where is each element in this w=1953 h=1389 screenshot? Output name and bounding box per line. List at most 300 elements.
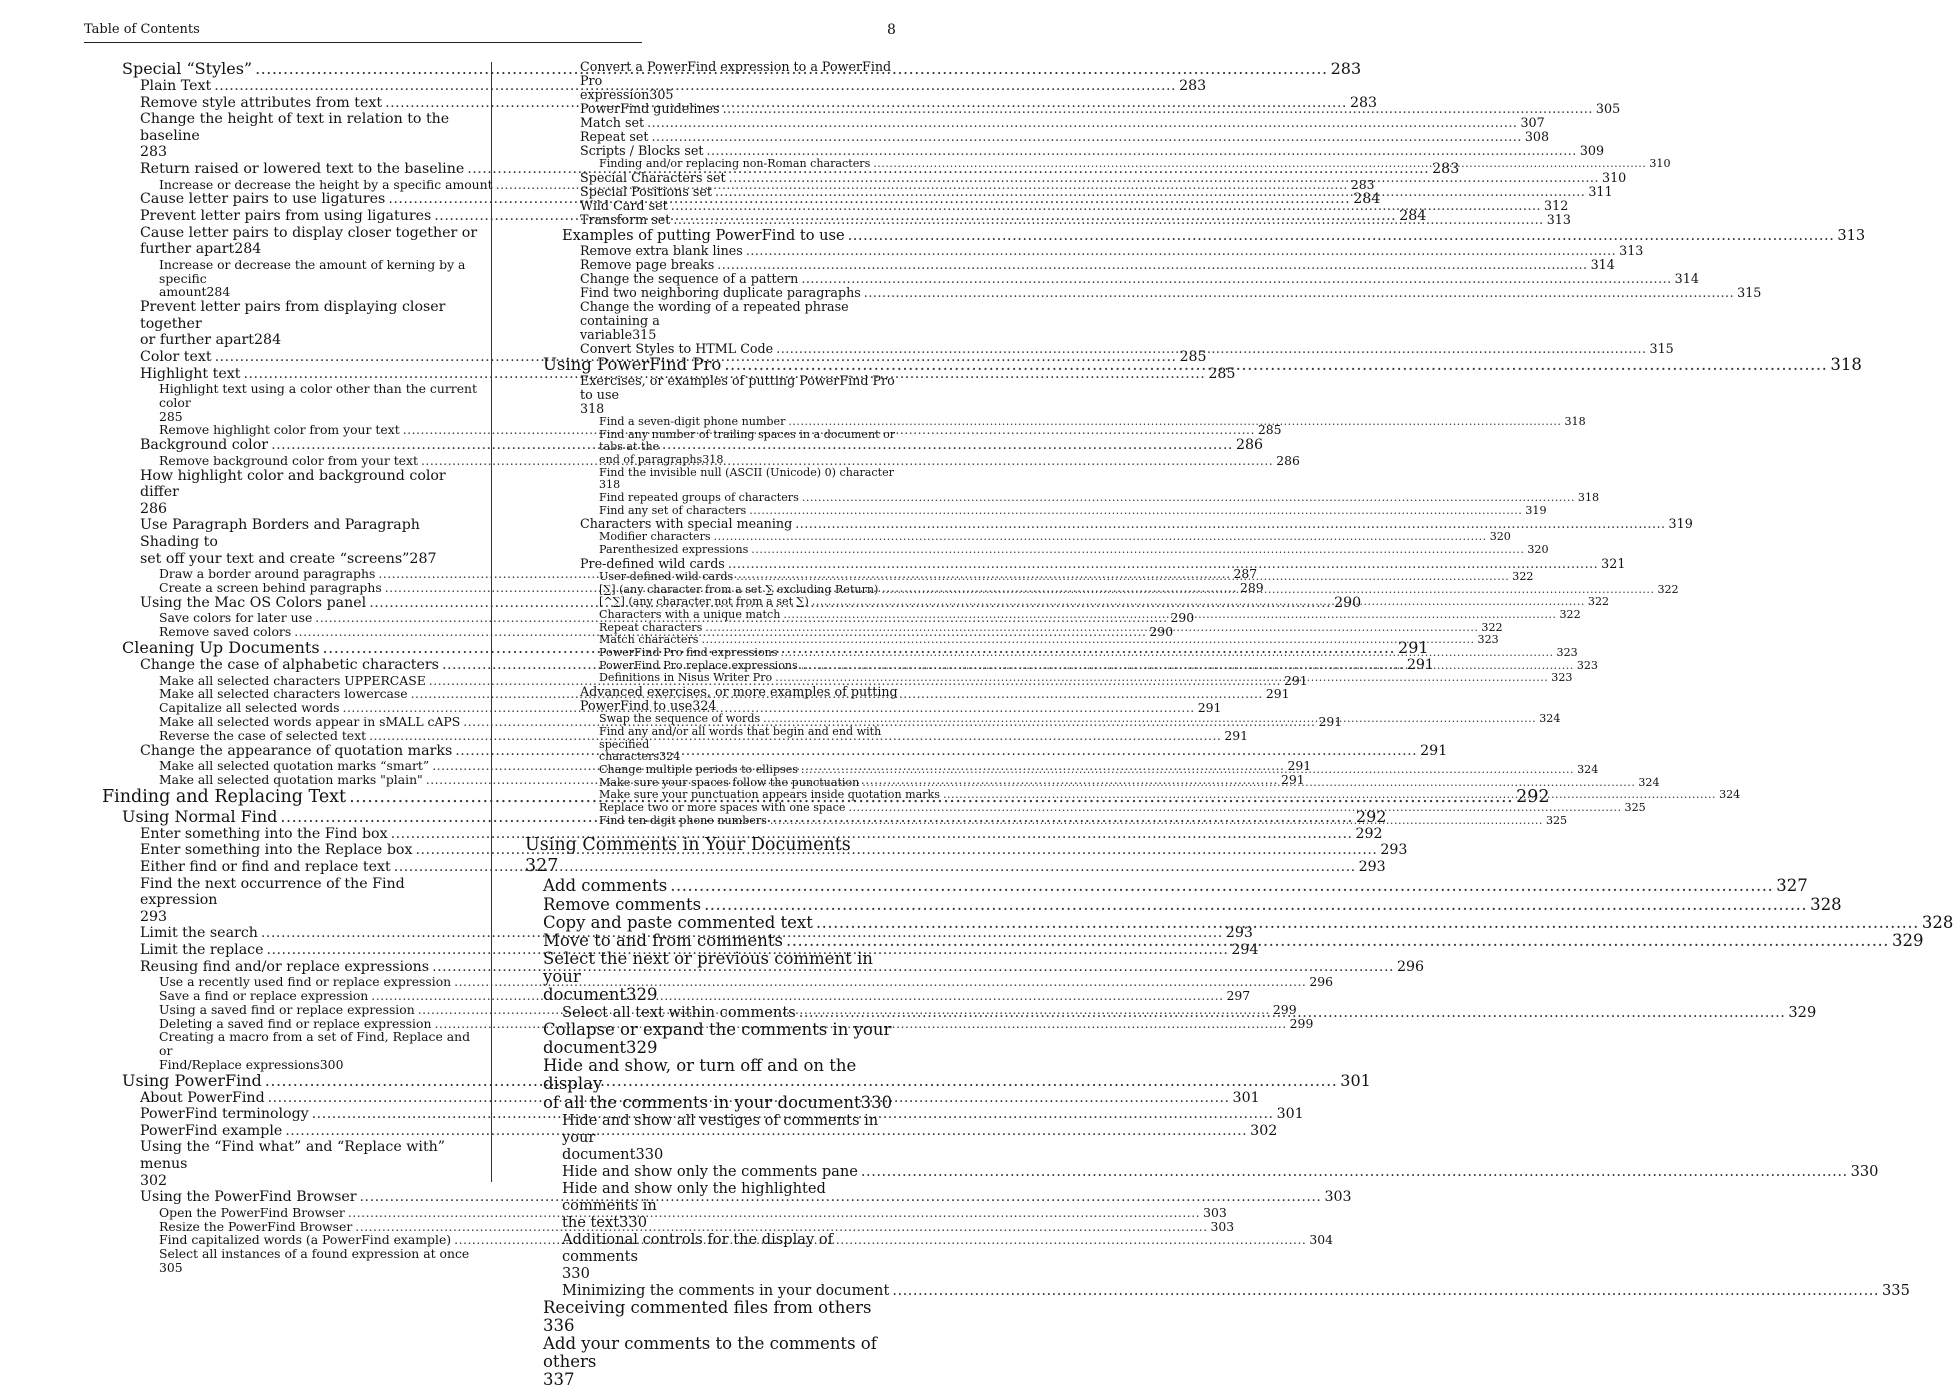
toc-entry-title: Highlight text using a color other than the current color [159, 381, 477, 410]
toc-entry-page: 292 [1355, 825, 1383, 842]
toc-entry-title: Make all selected characters UPPERCASE [159, 672, 426, 688]
toc-entry-page: 323 [1477, 633, 1499, 647]
toc-entry-title: Make sure your punctuation appears inside quotation marks [599, 788, 940, 802]
toc-entry-page: 303 [1210, 1218, 1235, 1234]
dot-leader [788, 416, 1561, 429]
toc-entry-page: 322 [1481, 620, 1503, 634]
toc-entry-title: Select the next or previous comment in your [543, 948, 873, 986]
toc-entry-page: 318 [599, 478, 621, 492]
toc-entry [521, 300, 902, 342]
toc-entry-title: Change multiple periods to ellipses [599, 762, 798, 776]
toc-entry-page: 319 [1525, 503, 1547, 517]
toc-entry-title: Using PowerFind Pro [543, 354, 722, 374]
toc-entry-page: 337 [543, 1369, 575, 1389]
toc-entry-page: 330 [1850, 1162, 1879, 1180]
toc-entry-page: 323 [1576, 658, 1598, 672]
toc-entry-page: 330 [619, 1213, 647, 1231]
toc-entry-title: Make all selected words appear in sMALL cAPS [159, 714, 461, 729]
toc-entry-title: Find a seven-digit phone number [599, 414, 786, 428]
toc-entry-page: 304 [1309, 1232, 1333, 1248]
toc-entry-title: Save colors for later use [159, 610, 313, 626]
toc-entry-page: 291 [1280, 771, 1305, 787]
toc-entry-page: 286 [140, 500, 168, 517]
toc-entry-page: 328 [1921, 912, 1953, 932]
toc-entry-title: Replace two or more spaces with one space [599, 801, 846, 815]
toc-entry-page: 310 [1602, 169, 1627, 185]
toc-entry-title: Save a find or replace expression [159, 987, 369, 1003]
toc-entry-title: Reverse the case of selected text [159, 727, 367, 743]
toc-entry-page: 284 [234, 241, 262, 258]
toc-entry-title: Remove page breaks [580, 256, 715, 272]
toc-entry-page: 329 [626, 985, 658, 1005]
toc-entry-title: Find capitalized words (a PowerFind example) [159, 1232, 452, 1248]
dot-leader [647, 116, 1517, 130]
toc-entry-title: Receiving commented files from others [543, 1297, 872, 1317]
toc-entry-page: 305 [649, 87, 674, 102]
toc-entry-title: Convert Styles to HTML Code [580, 340, 774, 356]
toc-entry-title: Enter something into the Replace box [140, 842, 413, 859]
dot-leader [736, 571, 1509, 584]
toc-entry-title: Parenthesized expressions [599, 543, 749, 557]
toc-entry [98, 1232, 1333, 1248]
toc-entry-page: 305 [159, 1260, 183, 1276]
toc-entry-title: Enter something into the Find box [140, 825, 388, 842]
toc-entry-page: 297 [1226, 987, 1251, 1003]
toc-entry-title: Limit the search [140, 925, 258, 942]
toc-entry-title: Plain Text [140, 78, 212, 94]
dot-leader [728, 557, 1598, 571]
toc-entry-title: Exercises, or examples of putting PowerFind Pro to use [580, 372, 895, 402]
toc-entry-title: Convert a PowerFind expression to a PowerFind Pro [580, 59, 892, 88]
toc-entry [521, 143, 1605, 158]
toc-entry-page: 307 [1520, 115, 1545, 130]
toc-entry [521, 467, 902, 492]
toc-entry-page: 329 [1788, 1004, 1817, 1022]
toc-entry-title: About PowerFind [140, 1089, 265, 1106]
toc-entry-title: Characters with special meaning [580, 516, 793, 532]
toc-entry-title: Find ten-digit phone numbers [599, 813, 767, 827]
dot-leader [717, 258, 1587, 272]
toc-entry-page: 283 [1349, 94, 1378, 111]
toc-entry-page: 291 [1283, 672, 1308, 688]
toc-entry-page: 294 [1231, 941, 1259, 958]
dot-leader [801, 272, 1671, 286]
toc-entry-page: 291 [1224, 727, 1248, 743]
toc-entry [521, 835, 902, 877]
toc-entry-title: Additional controls for the display of comments [562, 1230, 834, 1265]
toc-entry-page: 313 [1837, 226, 1866, 244]
toc-entry [98, 825, 1383, 843]
toc-entry [521, 270, 1699, 286]
toc-entry-page: 287 [1233, 566, 1258, 582]
toc-entry-page: 329 [1892, 930, 1924, 950]
toc-entry-title: Prevent letter pairs from displaying closer together [140, 299, 446, 332]
dot-leader [786, 932, 1889, 950]
toc-entry-page: 286 [1276, 452, 1300, 468]
toc-entry [521, 912, 1953, 932]
toc-entry-page: 291 [1197, 700, 1222, 716]
dot-leader [670, 877, 1773, 895]
dot-leader [780, 647, 1553, 660]
dot-leader [783, 609, 1556, 622]
toc-entry-title: Remove comments [543, 894, 702, 914]
toc-entry-page: 293 [140, 908, 168, 925]
toc-entry-page: 336 [543, 1315, 575, 1335]
toc-entry [98, 1030, 478, 1071]
toc-entry-title: Using PowerFind [122, 1070, 262, 1090]
toc-entry-title: further apart [140, 241, 235, 258]
toc-entry-title: User-defined wild cards [599, 569, 734, 583]
toc-entry-page: 283 [1179, 78, 1207, 94]
toc-entry-title: the text [562, 1213, 620, 1231]
dot-leader [724, 356, 1827, 374]
toc-entry-page: 320 [1527, 543, 1549, 557]
toc-entry-page: 330 [635, 1145, 664, 1163]
toc-entry-page: 300 [319, 1056, 344, 1072]
toc-entry-title: Special “Styles” [122, 59, 253, 78]
toc-entry-page: 291 [1287, 758, 1312, 774]
toc-entry-title: Change the sequence of a pattern [580, 270, 799, 286]
toc-entry-title: Swap the sequence of words [599, 712, 761, 726]
toc-entry-title: Highlight text [140, 365, 241, 382]
toc-entry-title: Repeat set [580, 129, 649, 144]
toc-entry-page: 311 [1588, 183, 1613, 199]
toc-entry-title: Hide and show only the highlighted comments in [562, 1179, 826, 1214]
toc-entry-title: Cause letter pairs to display closer together or [140, 224, 478, 241]
toc-entry-title: Select all text within comments [562, 1004, 796, 1022]
toc-entry-title: Hide and show all vestiges of comments in your [562, 1111, 879, 1146]
toc-entry-page: 330 [562, 1264, 590, 1282]
toc-entry-title: Using the Mac OS Colors panel [140, 594, 367, 611]
toc-entry-page: 283 [1350, 176, 1375, 192]
dot-leader [892, 1282, 1879, 1299]
toc-entry-page: 314 [1674, 270, 1699, 286]
toc-entry-page: 291 [1265, 686, 1290, 702]
toc-entry-title: Make all selected quotation marks "plain" [159, 771, 423, 787]
toc-entry-page: 284 [254, 332, 282, 349]
toc-entry [521, 340, 1674, 356]
toc-entry-page: 324 [659, 750, 681, 764]
toc-entry [521, 516, 1693, 532]
toc-entry-title: of all the comments in your document [543, 1092, 861, 1112]
toc-entry-title: Color text [140, 348, 212, 365]
toc-entry-page: 296 [1396, 958, 1425, 975]
toc-entry-page: 289 [1239, 580, 1264, 596]
toc-entry-page: 293 [1225, 925, 1253, 942]
toc-entry-title: Modifier characters [599, 530, 711, 544]
toc-entry-title: Examples of putting PowerFind to use [562, 226, 845, 244]
dot-leader [776, 342, 1646, 356]
toc-entry-title: Find two neighboring duplicate paragraphs [580, 284, 861, 300]
toc-entry-page: 313 [1619, 242, 1644, 258]
toc-entry-title: document [543, 1038, 627, 1058]
toc-entry-title: Change the height of text in relation to the baseline [140, 111, 450, 144]
dot-leader [795, 517, 1665, 531]
toc-entry-page: 292 [1516, 786, 1550, 807]
toc-entry-page: 321 [1601, 555, 1626, 571]
toc-entry-title: Create a screen behind paragraphs [159, 580, 382, 596]
toc-entry-page: 285 [1179, 348, 1207, 365]
toc-entry [98, 1139, 478, 1189]
toc-entry-title: Remove extra blank lines [580, 242, 743, 258]
toc-entry-title: PowerFind terminology [140, 1106, 309, 1123]
toc-entry-title: PowerFind guidelines [580, 101, 720, 116]
toc-entry [521, 115, 1545, 130]
toc-entry-title: Wild Card set [580, 197, 668, 213]
toc-entry [521, 555, 1626, 571]
toc-entry [521, 1057, 902, 1111]
running-header [84, 20, 642, 43]
toc-entry-page: 286 [1235, 437, 1264, 454]
toc-entry [521, 876, 1808, 896]
toc-entry-page: 283 [1432, 160, 1460, 177]
toc-entry-page: 293 [1380, 842, 1408, 859]
toc-entry-page: 318 [1577, 491, 1600, 505]
toc-entry-page: 291 [1420, 742, 1448, 759]
toc-entry-title: [∑] (any character from a set ∑ excluding Return) [599, 582, 879, 596]
toc-entry-page: 325 [1624, 801, 1646, 815]
toc-entry-page: 327 [525, 856, 559, 877]
toc-entry-page: 323 [1556, 646, 1578, 660]
dot-leader [729, 171, 1599, 185]
toc-entry-title: Remove highlight color from your text [159, 422, 400, 438]
toc-entry-title: Increase or decrease the amount of kerning by a specific [159, 256, 466, 286]
toc-entry-page: 318 [580, 400, 605, 416]
toc-entry [98, 422, 1282, 438]
toc-entry [521, 1335, 902, 1389]
toc-entry-title: Change the case of alphabetic characters [140, 657, 439, 674]
toc-entry-title: Resize the PowerFind Browser [159, 1218, 353, 1234]
dot-leader [873, 158, 1646, 171]
toc-entry [521, 60, 902, 102]
toc-entry-page: 283 [140, 144, 168, 161]
toc-entry-title: [^∑] (any character not from a set ∑) [599, 595, 809, 609]
header-title: Table of Contents [84, 22, 200, 37]
toc-entry-title: Move to and from comments [543, 930, 784, 950]
toc-entry-title: Make sure your spaces follow the punctuation [599, 775, 860, 789]
dot-leader [652, 130, 1522, 144]
toc-entry [521, 374, 902, 416]
toc-entry-page: 285 [1257, 422, 1282, 438]
toc-entry-page: 324 [1719, 788, 1741, 802]
dot-leader [673, 213, 1543, 227]
toc-entry-page: 301 [1340, 1070, 1371, 1090]
toc-entry [98, 1189, 1352, 1206]
toc-entry-page: 293 [1358, 858, 1386, 875]
dot-leader [848, 227, 1835, 244]
toc-entry-title: Hide and show only the comments pane [562, 1162, 858, 1180]
toc-entry [521, 256, 1615, 272]
toc-entry-title: Use a recently used find or replace expression [159, 974, 452, 990]
dot-leader [671, 199, 1541, 213]
toc-entry-title: Creating a macro from a set of Find, Replace and or [159, 1029, 471, 1059]
toc-entry-title: Either find or find and replace text [140, 858, 391, 875]
toc-entry-title: Make all selected quotation marks “smart” [159, 758, 430, 774]
toc-entry-page: 320 [1489, 530, 1511, 544]
toc-entry-page: 322 [1587, 595, 1610, 609]
toc-entry-title: Transform set [580, 211, 671, 227]
toc-entry-title: Capitalize all selected words [159, 700, 340, 716]
toc-entry [521, 242, 1644, 258]
toc-entry [98, 1204, 1227, 1220]
toc-entry-page: 315 [632, 326, 657, 342]
toc-entry-title: Prevent letter pairs from using ligatures [140, 207, 432, 224]
toc-entry-title: Add your comments to the comments of others [543, 1333, 877, 1371]
toc-entry [521, 726, 902, 764]
toc-entry-title: set off your text and create “screens” [140, 550, 410, 567]
toc-entry-title: Minimizing the comments in your document [562, 1281, 890, 1299]
toc-entry-page: 290 [1334, 594, 1362, 611]
toc-entry-title: variable [580, 326, 633, 342]
dot-leader [799, 1001, 1786, 1021]
toc-entry-page: 310 [1649, 157, 1671, 170]
toc-entry-title: Repeat characters [599, 620, 703, 634]
toc-entry-title: Make all selected characters lowercase [159, 686, 408, 702]
toc-entry [98, 382, 478, 423]
dot-leader [751, 544, 1524, 557]
toc-entry-title: amount [159, 284, 207, 300]
toc-entry-title: document [543, 985, 627, 1005]
toc-entry [521, 491, 1600, 505]
toc-entry-title: Find the next occurrence of the Find expression [140, 875, 405, 909]
toc-entry-page: 329 [626, 1038, 658, 1058]
toc-entry-page: 335 [1882, 1281, 1910, 1299]
toc-entry-title: Reusing find and/or replace expressions [140, 958, 430, 975]
toc-entry [521, 1281, 1910, 1299]
dot-leader [723, 102, 1593, 116]
toc-entry [521, 1112, 902, 1163]
toc-entry [521, 226, 1866, 244]
toc-entry-page: 318 [1830, 354, 1862, 374]
toc-entry-title: PowerFind example [140, 1122, 283, 1139]
toc-entry-page: 327 [1776, 876, 1808, 896]
toc-entry-title: Special Positions set [580, 183, 712, 199]
toc-entry-page: 291 [1406, 657, 1434, 674]
toc-entry-title: Deleting a saved find or replace expression [159, 1015, 432, 1031]
toc-entry-page: 315 [1649, 340, 1674, 356]
toc-entry [98, 299, 478, 349]
toc-entry [521, 543, 1549, 557]
toc-entry-title: Using a saved find or replace expression [159, 1001, 415, 1017]
toc-entry-title: Copy and paste commented text [543, 912, 813, 932]
toc-entry-page: 305 [1595, 101, 1621, 116]
toc-entry-title: Change the wording of a repeated phrase containing a [580, 298, 849, 328]
toc-entry-title: PowerFind Pro replace expressions [599, 658, 798, 672]
toc-entry [521, 284, 1762, 300]
toc-entry [521, 1180, 902, 1231]
toc-entry [521, 1299, 902, 1335]
toc-entry-title: Find any and/or all words that begin and end with specified [599, 724, 882, 751]
toc-entry-title: document [562, 1145, 636, 1163]
toc-entry-title: Remove saved colors [159, 624, 292, 640]
toc-entry-title: Definitions in Nisus Writer Pro [599, 671, 773, 685]
toc-entry-title: Draw a border around paragraphs [159, 566, 376, 582]
toc-entry [521, 1231, 902, 1282]
toc-entry-page: 303 [1203, 1204, 1227, 1220]
toc-entry [98, 258, 478, 299]
toc-entry-page: 292 [1355, 806, 1387, 826]
toc-entry [98, 958, 1425, 976]
toc-entry-title: Use Paragraph Borders and Paragraph Shading to [140, 517, 420, 551]
toc-entry-page: 284 [1353, 191, 1381, 208]
toc-entry-page: 302 [1250, 1122, 1278, 1139]
toc-entry [98, 517, 478, 567]
toc-entry-page: 312 [1544, 197, 1569, 213]
toc-entry-page: 324 [692, 698, 717, 714]
toc-entry-title: or further apart [140, 332, 255, 349]
toc-entry-title: Pre-defined wild cards [580, 555, 725, 571]
toc-entry-title: Limit the replace [140, 941, 264, 958]
toc-entry-title: Increase or decrease the height by a specific amount [159, 176, 493, 192]
toc-entry-page: 299 [1272, 1001, 1297, 1017]
toc-entry-page: 287 [409, 550, 437, 567]
toc-entry-title: Add comments [543, 876, 668, 896]
toc-entry [98, 225, 478, 258]
toc-entry-page: 301 [1276, 1106, 1304, 1123]
dot-leader [706, 144, 1576, 158]
toc-entry-title: Match set [580, 115, 645, 130]
toc-entry-page: 291 [1398, 638, 1429, 658]
toc-entry-title: Collapse or expand the comments in your [543, 1020, 892, 1040]
toc-entry-page: 299 [1289, 1015, 1314, 1031]
toc-entry [521, 801, 1646, 815]
dot-leader [715, 185, 1585, 199]
toc-entry-title: Background color [140, 437, 269, 454]
toc-entry-page: 324 [1638, 775, 1660, 789]
dot-leader [704, 896, 1807, 914]
toc-entry-title: Using Comments in Your Documents [525, 835, 851, 856]
toc-entry [521, 950, 902, 1004]
toc-entry-page: 325 [1545, 813, 1568, 827]
toc-entry-page: 285 [159, 408, 183, 424]
toc-entry [98, 1247, 478, 1275]
toc-entry-page: 308 [1524, 129, 1550, 144]
dot-leader [848, 802, 1621, 815]
toc-entry-title: Find any set of characters [599, 503, 747, 517]
toc-entry [521, 685, 902, 713]
toc-entry-page: 323 [1551, 671, 1573, 685]
toc-entry-title: Find/Replace expressions [159, 1056, 320, 1072]
toc-entry-title: Remove style attributes from text [140, 94, 383, 111]
toc-entry-title: Using the “Find what” and “Replace with” menus [140, 1139, 446, 1173]
toc-entry-page: 315 [1737, 284, 1762, 300]
toc-entry-title: expression [580, 87, 650, 102]
toc-entry-page: 290 [1149, 624, 1174, 640]
toc-entry-title: Return raised or lowered text to the baseline [140, 160, 465, 177]
toc-entry-title: Cleaning Up Documents [122, 638, 320, 658]
toc-entry-page: 318 [1564, 414, 1586, 428]
toc-entry-title: Open the PowerFind Browser [159, 1204, 345, 1220]
dot-leader [770, 815, 1543, 828]
toc-entry [98, 468, 478, 518]
toc-entry [98, 365, 1236, 383]
toc-entry-page: 313 [1546, 211, 1571, 227]
toc-entry-title: Find the invisible null (ASCII (Unicode) 0) character [599, 465, 894, 479]
toc-entry-page: 284 [1399, 207, 1427, 224]
toc-entry-page: 291 [1318, 714, 1343, 729]
toc-entry-title: Find any number of trailing spaces in a document or tabs at the [599, 427, 896, 454]
toc-entry [521, 129, 1550, 144]
toc-entry-title: Advanced exercises, or more examples of putting [580, 684, 898, 700]
toc-entry-title: Select all instances of a found expression at once [159, 1246, 470, 1262]
toc-entry [521, 1162, 1879, 1180]
toc-entry-page: 322 [1657, 582, 1679, 596]
toc-entry-title: Match characters [599, 633, 699, 647]
toc-entry-title: Finding and/or replacing non-Roman characters [599, 157, 871, 170]
toc-entry [521, 894, 1842, 914]
toc-entry-title: Using Normal Find [122, 806, 278, 826]
page-number: 8 [887, 22, 896, 38]
